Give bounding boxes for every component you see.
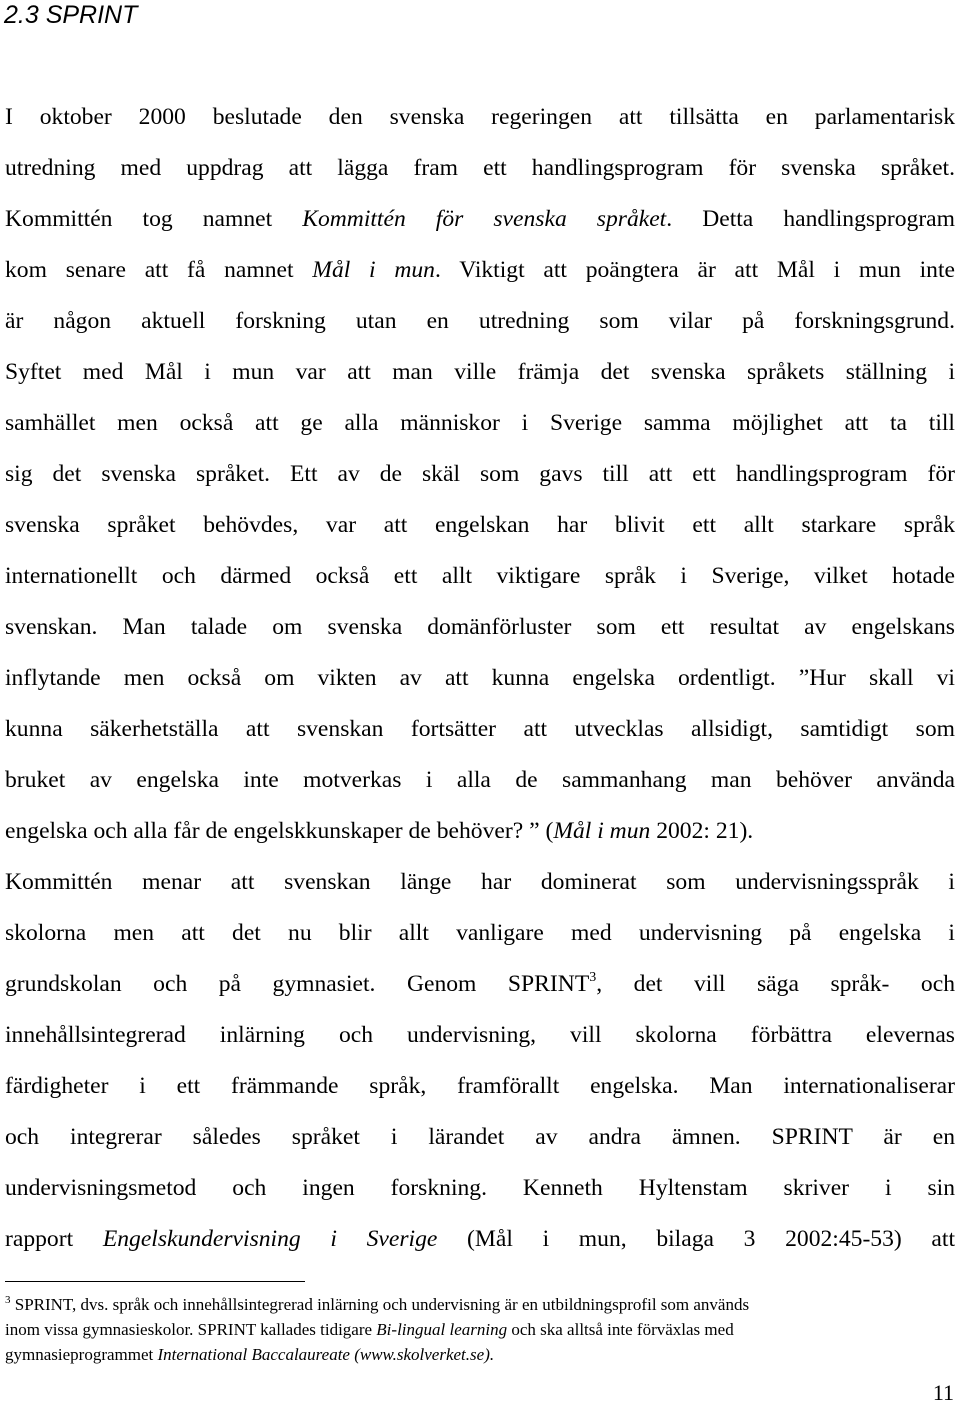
footnote-divider xyxy=(5,1281,305,1282)
text-line: samhället men också att ge alla människor i Sverige samma möjlighet att ta till xyxy=(5,410,955,436)
italic-title: Kommittén för svenska språket xyxy=(302,206,667,232)
footnote xyxy=(5,1292,955,1367)
text-line: svenskan. Man talade om svenska domänförluster som ett resultat av engelskans xyxy=(5,614,955,640)
footnote-reference: 3 xyxy=(589,970,597,985)
footnote-line: inom vissa gymnasieskolor. SPRINT kallades tidigare Bi-lingual learning och ska alltså inte förväxlas med xyxy=(5,1320,734,1339)
italic-title: Mål i mun xyxy=(553,818,651,844)
text-line: färdigheter i ett främmande språk, framförallt engelska. Man internationaliserar xyxy=(5,1073,955,1099)
text-line: bruket av engelska inte motverkas i alla de sammanhang man behöver använda xyxy=(5,767,955,793)
text-line: kom senare att få namnet Mål i mun. Viktigt att poängtera är att Mål i mun inte xyxy=(5,257,956,283)
text-line: internationellt och därmed också ett allt viktigare språk i Sverige, vilket hotade xyxy=(5,563,955,589)
text-line: inflytande men också om vikten av att kunna engelska ordentligt. ”Hur skall vi xyxy=(5,665,955,691)
text-line: och integrerar således språket i lärandet av andra ämnen. SPRINT är en xyxy=(5,1124,955,1150)
text-line: grundskolan och på gymnasiet. Genom SPRINT$^3$, det vill säga språk- och xyxy=(5,970,955,997)
text-line: undervisningsmetod och ingen forskning. Kenneth Hyltenstam skriver i sin xyxy=(5,1175,955,1201)
text-line: Kommittén tog namnet Kommittén för svenska språket. Detta handlingsprogram xyxy=(5,206,956,232)
footnote-line: $^3$ SPRINT, dvs. språk och innehållsintegrerad inlärning och undervisning är en utbildningsprofil som används xyxy=(5,1294,750,1314)
text-line: utredning med uppdrag att lägga fram ett handlingsprogram för svenska språket. xyxy=(5,155,955,181)
page-number: 11 xyxy=(932,1380,954,1405)
text-line: skolorna men att det nu blir allt vanligare med undervisning på engelska i xyxy=(5,920,955,946)
body-paragraph xyxy=(5,92,955,1265)
text-line: I oktober 2000 beslutade den svenska regeringen att tillsätta en parlamentarisk xyxy=(5,104,955,130)
text-line: Kommittén menar att svenskan länge har dominerat som undervisningsspråk i xyxy=(5,869,955,895)
text-line: svenska språket behövdes, var att engelskan har blivit ett allt starkare språk xyxy=(5,512,955,538)
text-line: Syftet med Mål i mun var att man ville främja det svenska språkets ställning i xyxy=(5,359,955,385)
text-line: engelska och alla får de engelskkunskaper de behöver? ” (Mål i mun 2002: 21). xyxy=(5,818,754,844)
footnote-number: 3 xyxy=(5,1294,11,1306)
section-heading: 2.3 SPRINT xyxy=(4,1,138,29)
text-line: kunna säkerhetställa att svenskan fortsätter att utvecklas allsidigt, samtidigt som xyxy=(5,716,955,742)
italic-title: Engelskundervisning i Sverige xyxy=(102,1226,438,1252)
text-line: rapport Engelskundervisning i Sverige (Mål i mun, bilaga 3 2002:45-53) att xyxy=(5,1226,956,1252)
footnote-line: gymnasieprogrammet International Baccalaureate (www.skolverket.se). xyxy=(5,1345,495,1364)
text-line: är någon aktuell forskning utan en utredning som vilar på forskningsgrund. xyxy=(5,308,955,334)
text-line: innehållsintegrerad inlärning och undervisning, vill skolorna förbättra elevernas xyxy=(5,1022,955,1048)
italic-title: Mål i mun xyxy=(312,257,435,283)
text-line: sig det svenska språket. Ett av de skäl som gavs till att ett handlingsprogram för xyxy=(5,461,955,487)
